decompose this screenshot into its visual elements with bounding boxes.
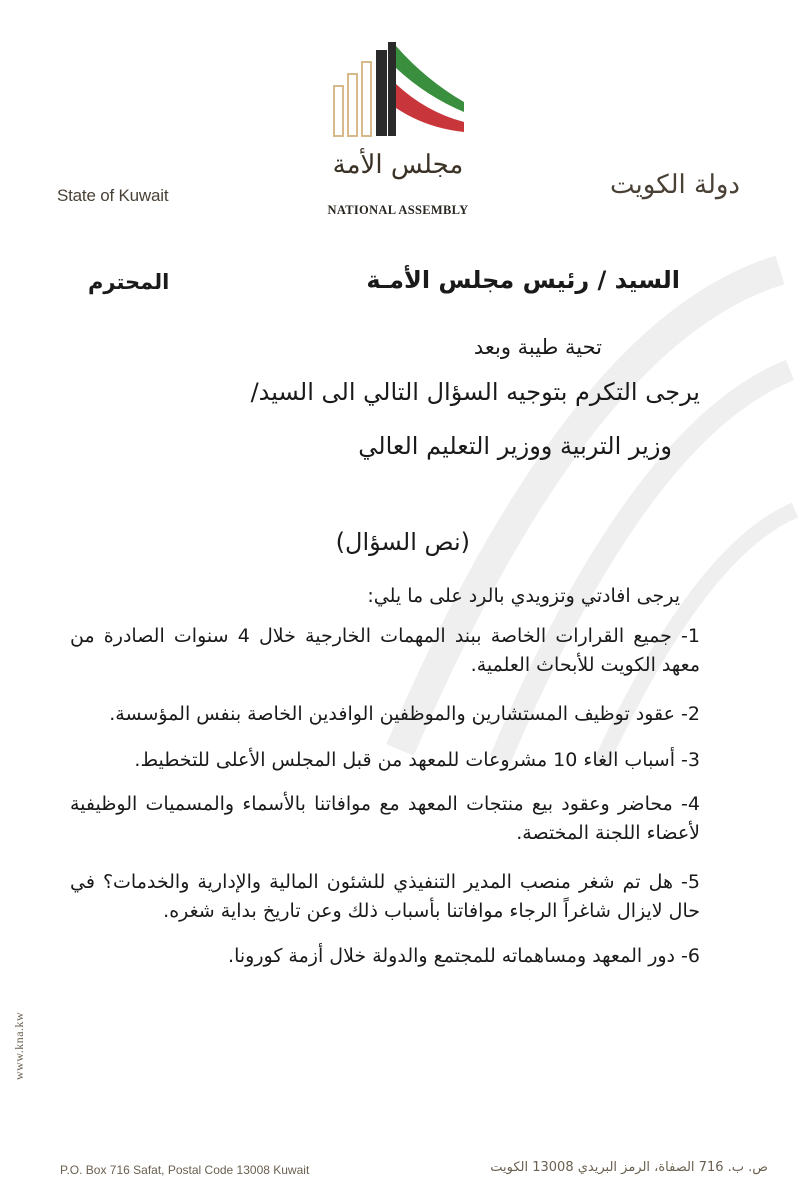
assembly-name-english: NATIONAL ASSEMBLY [327,203,469,217]
question-item: 4- محاضر وعقود بيع منتجات المعهد مع موافاتنا بالأسماء والمسميات الوظيفية لأعضاء اللجنة المختصة. [70,793,700,844]
question-heading: (نص السؤال) [335,528,470,556]
minister-title: وزير التربية ووزير التعليم العالي [358,432,672,460]
question-intro: يرجى افادتي وتزويدي بالرد على ما يلي: [367,585,680,607]
watermark-graphic [380,250,800,770]
request-line: يرجى التكرم بتوجيه السؤال التالي الى السيد/ [250,378,700,406]
website-url: www.kna.kw [12,1011,26,1080]
question-item: 5- هل تم شغر منصب المدير التنفيذي للشئون المالية والإدارية والخدمات؟ في حال لايزال شاغراً الرجاء موافاتنا بأسباب ذلك وعن تاريخ بداية شغره. [70,871,700,922]
question-item: 1- جميع القرارات الخاصة ببند المهمات الخارجية خلال 4 سنوات الصادرة من معهد الكويت للأبحاث العلمية. [70,625,700,676]
state-name-english: State of Kuwait [57,186,169,205]
state-name-arabic: دولة الكويت [610,170,740,200]
question-item: 2- عقود توظيف المستشارين والموظفين الوافدين الخاصة بنفس المؤسسة. [109,703,700,725]
addressee-honorific: المحترم [88,270,170,294]
addressee-salutation: السيد / رئيس مجلس الأمـة [366,266,680,294]
assembly-name-arabic: مجلس الأمة [332,150,464,180]
question-item: 3- أسباب الغاء 10 مشروعات للمعهد من قبل المجلس الأعلى للتخطيط. [134,749,700,771]
question-item: 6- دور المعهد ومساهماته للمجتمع والدولة خلال أزمة كورونا. [228,945,700,967]
national-assembly-logo [326,40,466,140]
greeting-line: تحية طيبة وبعد [473,335,602,359]
footer-address-arabic: ص. ب. 716 الصفاة، الرمز البريدي 13008 الكويت [490,1160,768,1175]
footer-address-english: P.O. Box 716 Safat, Postal Code 13008 Kuwait [60,1163,310,1177]
